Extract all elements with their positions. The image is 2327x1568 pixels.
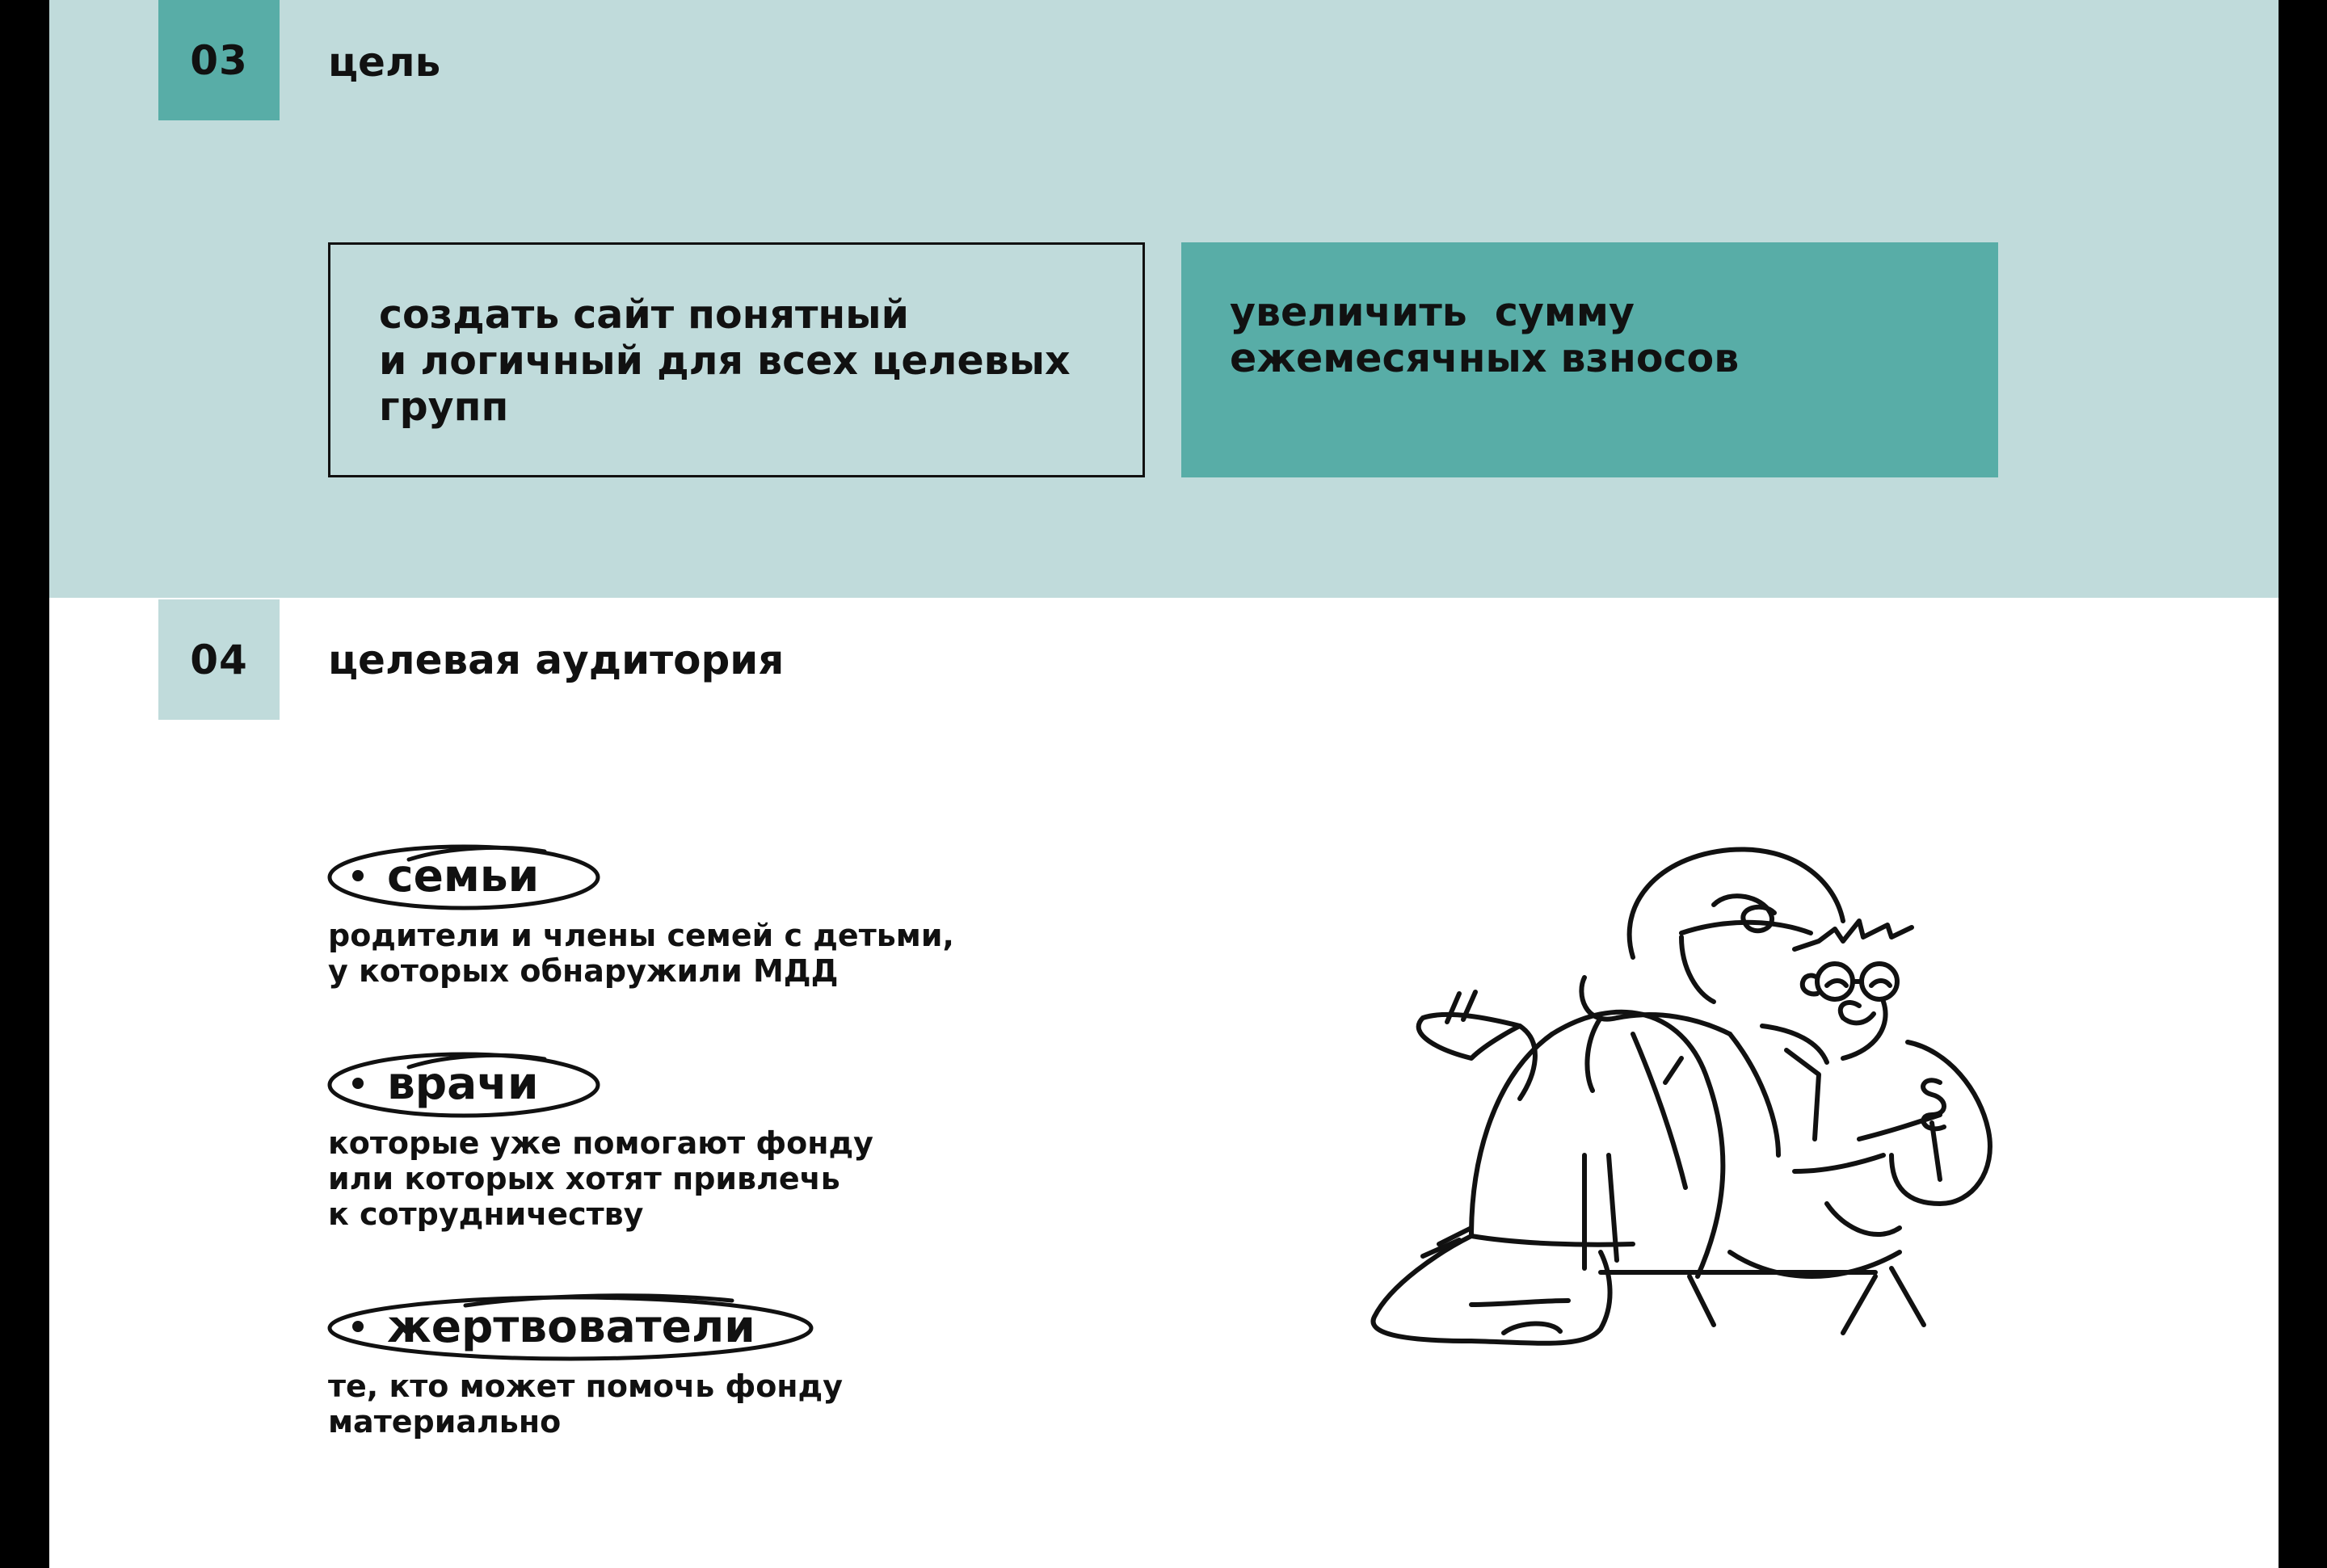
goal-section (49, 0, 2279, 598)
audience-description (328, 1125, 873, 1232)
description-line: к сотрудничеству (328, 1196, 644, 1232)
bullet-dot (352, 1078, 364, 1089)
description-line: те, кто может помочь фонду (328, 1368, 844, 1404)
bullet-dot (352, 1321, 364, 1332)
section-number-badge: 04 (158, 599, 280, 720)
goal-card-line: и логичный для всех целевых (379, 338, 1071, 384)
audience-tag-label: врачи (387, 1057, 539, 1109)
slide-page (49, 0, 2279, 1568)
audience-tag (328, 1291, 813, 1360)
section-title: цель (328, 39, 441, 86)
goal-card-line: увеличить сумму (1230, 289, 1635, 335)
goal-card-line: ежемесячных взносов (1230, 335, 1740, 381)
audience-description (328, 918, 954, 989)
description-line: материально (328, 1404, 562, 1440)
section-title: целевая аудитория (328, 637, 785, 683)
audience-tag-label: жертвователи (387, 1301, 755, 1352)
description-line: родители и члены семей с детьми, (328, 918, 954, 953)
audience-group-families (328, 840, 954, 989)
goal-card-line: создать сайт понятный (379, 292, 909, 338)
audience-tag (328, 1048, 600, 1117)
section-number-badge: 03 (158, 0, 280, 120)
audience-group-donors (328, 1291, 843, 1440)
goal-card-donations (1181, 242, 1998, 477)
audience-tag (328, 840, 600, 910)
description-line: или которых хотят привлечь (328, 1161, 840, 1196)
audience-description (328, 1368, 843, 1440)
bullet-dot (352, 870, 364, 881)
description-line: которые уже помогают фонду (328, 1125, 873, 1161)
goal-card-site (328, 242, 1145, 477)
goal-card-line: групп (379, 384, 509, 430)
description-line: у которых обнаружили МДД (328, 953, 839, 989)
relaxed-person-sitting-icon (1277, 832, 2053, 1422)
audience-group-doctors (328, 1048, 873, 1232)
audience-tag-label: семьи (387, 850, 540, 902)
